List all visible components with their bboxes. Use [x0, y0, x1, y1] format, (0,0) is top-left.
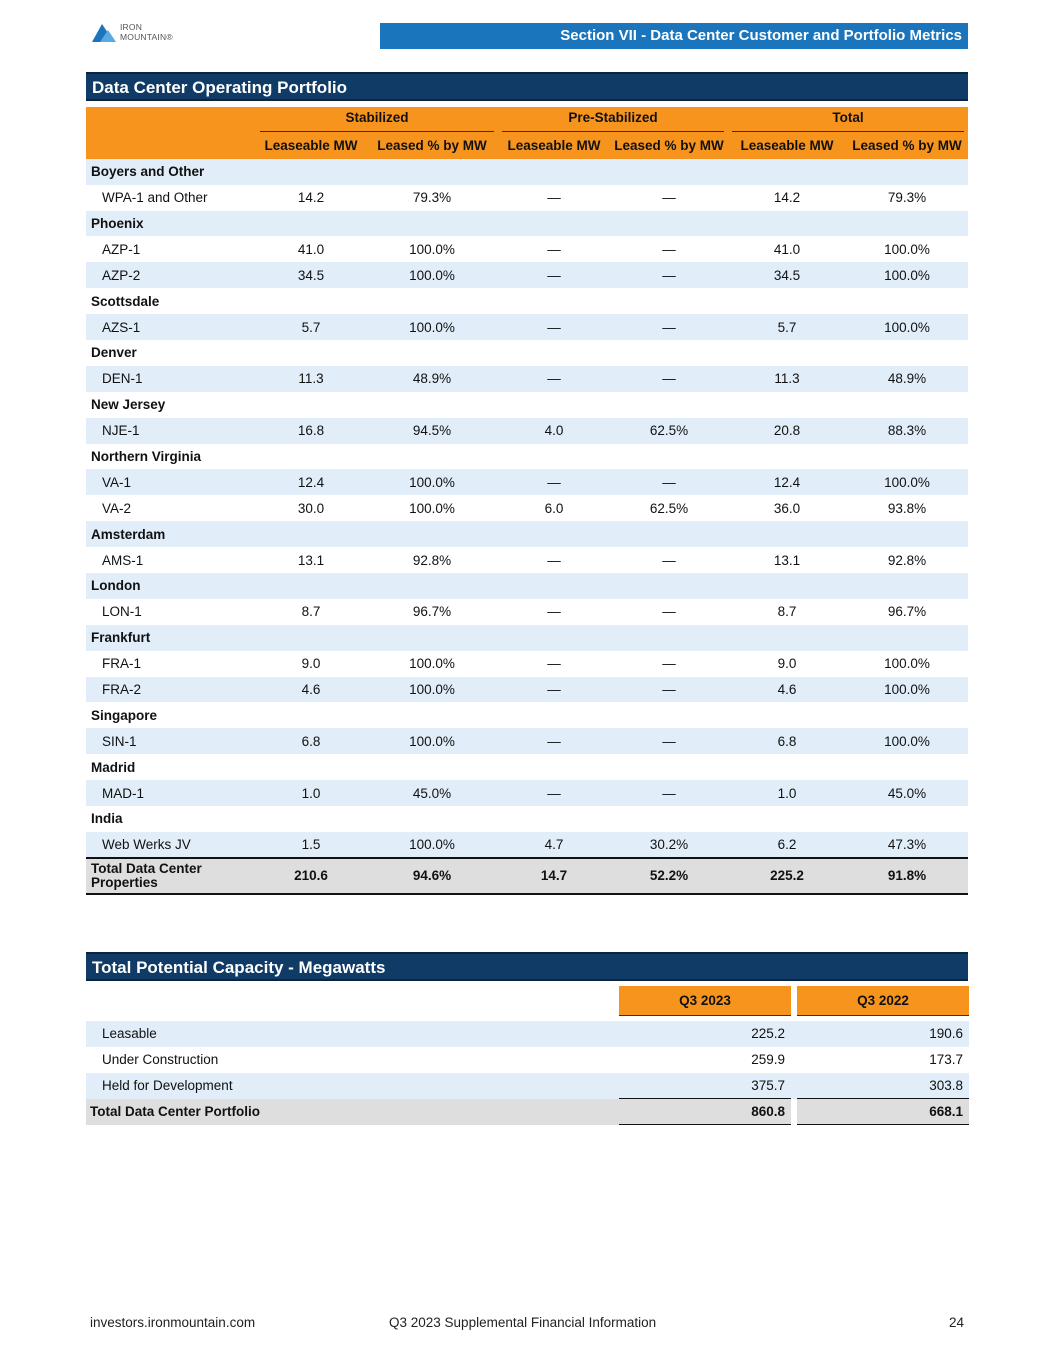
table-cell — [256, 573, 366, 599]
table-cell: — — [610, 262, 728, 288]
table-cell — [846, 288, 968, 314]
table-row — [86, 418, 968, 444]
total-cell: 52.2% — [610, 858, 728, 894]
table-cell — [846, 521, 968, 547]
table-cell: 100.0% — [846, 677, 968, 703]
table-cell — [498, 806, 610, 832]
capacity-cell: 375.7 — [619, 1073, 791, 1099]
table-cell — [498, 702, 610, 728]
capacity-total-cell: 860.8 — [619, 1099, 791, 1125]
table-cell: 1.5 — [256, 832, 366, 858]
table-cell: 88.3% — [846, 418, 968, 444]
table-cell — [498, 288, 610, 314]
table-cell: — — [547, 190, 561, 206]
table-cell: 79.3% — [887, 190, 927, 206]
table-cell: 11.3 — [256, 366, 366, 392]
column-header: Leased % by MW — [846, 133, 968, 159]
table-cell: — — [662, 552, 676, 568]
table-cell — [498, 159, 610, 185]
table-cell: 92.8% — [412, 552, 452, 568]
region-label: India — [91, 811, 123, 827]
table-cell: — — [610, 469, 728, 495]
logo-wordmark: IRON MOUNTAIN® — [120, 22, 173, 42]
table-cell — [728, 806, 846, 832]
table-cell: 45.0% — [366, 780, 498, 806]
total-label: Total Data Center Properties — [86, 858, 256, 894]
table-cell: — — [498, 314, 610, 340]
table-cell: 30.0 — [297, 500, 325, 516]
total-cell: 210.6 — [256, 858, 366, 894]
region-row — [86, 340, 968, 366]
table-cell: — — [498, 262, 610, 288]
table-cell — [366, 625, 498, 651]
region-label: Singapore — [91, 707, 158, 723]
table-cell: 92.8% — [887, 552, 927, 568]
table-cell — [846, 392, 968, 418]
table-cell: 4.0 — [498, 418, 610, 444]
table-cell: 36.0 — [773, 500, 801, 516]
table-cell: 4.7 — [498, 832, 610, 858]
region-row — [86, 444, 968, 470]
table-cell — [846, 573, 968, 599]
table-cell: 100.0% — [366, 262, 498, 288]
table-row — [86, 495, 968, 521]
table-cell: — — [610, 366, 728, 392]
table-cell: 48.9% — [846, 366, 968, 392]
region-label: Madrid — [91, 759, 136, 775]
table-cell: — — [610, 780, 728, 806]
table-cell: 100.0% — [366, 314, 498, 340]
table-cell: 100.0% — [846, 728, 968, 754]
table-cell — [256, 806, 366, 832]
table-cell: 100.0% — [366, 728, 498, 754]
capacity-row-label: Held for Development — [86, 1073, 619, 1099]
table-cell — [256, 211, 366, 237]
table-cell — [366, 521, 498, 547]
table-cell: 45.0% — [846, 780, 968, 806]
table-cell: 8.7 — [777, 604, 797, 620]
table-cell: 96.7% — [887, 604, 927, 620]
table-cell — [498, 340, 610, 366]
table-cell: — — [662, 656, 676, 672]
column-header: Leaseable MW — [728, 133, 846, 159]
table-row — [86, 651, 968, 677]
site-label: DEN-1 — [86, 366, 256, 392]
table-cell — [728, 444, 846, 470]
table-row — [86, 599, 968, 625]
table-cell — [366, 340, 498, 366]
site-label: LON-1 — [102, 604, 142, 620]
table-row — [86, 366, 968, 392]
region-label: Denver — [91, 345, 137, 361]
site-label: VA-2 — [102, 500, 132, 516]
operating-portfolio-title: Data Center Operating Portfolio — [86, 72, 968, 101]
table-row — [86, 314, 968, 340]
table-cell — [846, 444, 968, 470]
table-cell — [846, 211, 968, 237]
table-cell — [366, 702, 498, 728]
table-cell: 12.4 — [728, 469, 846, 495]
table-cell — [498, 211, 610, 237]
table-cell: 14.2 — [297, 190, 325, 206]
site-label: MAD-1 — [86, 780, 256, 806]
table-cell: 9.0 — [777, 656, 797, 672]
table-cell — [610, 521, 728, 547]
region-label: New Jersey — [91, 397, 166, 413]
table-cell: 1.0 — [256, 780, 366, 806]
table-cell — [256, 702, 366, 728]
table-cell — [728, 288, 846, 314]
table-row — [86, 185, 968, 211]
site-label: VA-1 — [86, 469, 256, 495]
table-cell — [610, 702, 728, 728]
region-label: Scottsdale — [91, 293, 160, 309]
total-cell: 91.8% — [846, 858, 968, 894]
table-cell: 62.5% — [649, 500, 689, 516]
capacity-title: Total Potential Capacity - Megawatts — [86, 952, 968, 981]
table-cell — [728, 702, 846, 728]
table-cell: 6.0 — [544, 500, 564, 516]
table-cell: 34.5 — [728, 262, 846, 288]
table-cell — [728, 211, 846, 237]
table-cell — [610, 159, 728, 185]
table-cell: 93.8% — [887, 500, 927, 516]
table-cell: — — [547, 552, 561, 568]
capacity-column-header: Q3 2023 — [619, 986, 791, 1015]
table-row — [86, 236, 968, 262]
capacity-cell: 173.7 — [929, 1052, 963, 1068]
table-row — [86, 728, 968, 754]
table-cell — [366, 211, 498, 237]
table-cell: 14.2 — [773, 190, 801, 206]
table-cell: 13.1 — [773, 552, 801, 568]
table-cell — [846, 754, 968, 780]
capacity-body — [86, 1021, 969, 1099]
table-cell: 100.0% — [846, 469, 968, 495]
region-row — [86, 211, 968, 237]
table-row — [86, 832, 968, 858]
table-cell: 47.3% — [846, 832, 968, 858]
table-cell: — — [498, 366, 610, 392]
table-cell: — — [547, 656, 561, 672]
table-cell — [256, 521, 366, 547]
table-cell: 6.2 — [728, 832, 846, 858]
table-cell — [610, 754, 728, 780]
table-cell — [366, 392, 498, 418]
site-label: FRA-2 — [86, 677, 256, 703]
table-cell: 9.0 — [301, 656, 321, 672]
capacity-cell: 303.8 — [797, 1073, 969, 1099]
capacity-row — [86, 1073, 969, 1099]
table-cell: 48.9% — [366, 366, 498, 392]
table-cell — [498, 392, 610, 418]
table-cell — [728, 340, 846, 366]
table-cell — [728, 521, 846, 547]
table-cell: 100.0% — [409, 500, 455, 516]
group-header: Pre-Stabilized — [498, 107, 728, 133]
table-cell: 62.5% — [610, 418, 728, 444]
footer-website: investors.ironmountain.com — [90, 1315, 256, 1330]
total-cell: 14.7 — [498, 858, 610, 894]
column-header: Leased % by MW — [366, 133, 498, 159]
region-row — [86, 625, 968, 651]
table-cell — [366, 159, 498, 185]
table-cell: 4.6 — [728, 677, 846, 703]
site-label: AZP-2 — [86, 262, 256, 288]
column-header: Leaseable MW — [256, 133, 366, 159]
section-title: Section VII - Data Center Customer and Portfolio Metrics — [380, 23, 968, 49]
table-cell — [366, 444, 498, 470]
group-header: Total — [728, 107, 968, 133]
table-cell: 34.5 — [256, 262, 366, 288]
capacity-total-label: Total Data Center Portfolio — [86, 1099, 619, 1125]
table-cell — [256, 392, 366, 418]
table-cell: — — [498, 677, 610, 703]
capacity-total-row — [86, 1099, 969, 1125]
table-row — [86, 262, 968, 288]
table-cell: — — [610, 677, 728, 703]
operating-portfolio-table — [86, 107, 968, 895]
table-cell: 20.8 — [728, 418, 846, 444]
table-cell: — — [547, 241, 561, 257]
site-label: AMS-1 — [102, 552, 144, 568]
table-cell — [610, 444, 728, 470]
table-cell: — — [662, 604, 676, 620]
table-cell: — — [498, 780, 610, 806]
total-cell: 94.6% — [366, 858, 498, 894]
table-cell — [728, 625, 846, 651]
region-row — [86, 392, 968, 418]
table-cell — [498, 754, 610, 780]
table-cell: 16.8 — [256, 418, 366, 444]
table-cell: 8.7 — [301, 604, 321, 620]
table-cell — [256, 625, 366, 651]
table-cell: — — [498, 728, 610, 754]
table-cell — [846, 159, 968, 185]
table-cell: 100.0% — [409, 656, 455, 672]
table-cell — [728, 573, 846, 599]
table-cell — [610, 211, 728, 237]
group-header: Stabilized — [256, 107, 498, 133]
capacity-cell: 190.6 — [797, 1021, 969, 1047]
table-cell: — — [547, 604, 561, 620]
table-cell: — — [662, 241, 676, 257]
region-label: Phoenix — [86, 211, 256, 237]
table-cell — [728, 159, 846, 185]
table-row — [86, 677, 968, 703]
table-cell: 100.0% — [846, 314, 968, 340]
table-row — [86, 780, 968, 806]
table-cell: 100.0% — [409, 241, 455, 257]
region-row — [86, 521, 968, 547]
region-row — [86, 806, 968, 832]
table-row — [86, 469, 968, 495]
table-cell — [256, 754, 366, 780]
table-cell: 100.0% — [366, 677, 498, 703]
region-row — [86, 159, 968, 185]
capacity-row-label: Under Construction — [102, 1052, 219, 1068]
region-label: Northern Virginia — [91, 449, 202, 465]
table-cell — [728, 392, 846, 418]
region-label: Frankfurt — [86, 625, 256, 651]
table-cell: 100.0% — [846, 262, 968, 288]
table-cell — [256, 340, 366, 366]
total-cell: 225.2 — [728, 858, 846, 894]
table-cell — [610, 392, 728, 418]
table-cell: — — [610, 728, 728, 754]
capacity-column-header: Q3 2022 — [797, 986, 969, 1015]
table-cell — [498, 521, 610, 547]
table-cell — [366, 806, 498, 832]
column-header: Leaseable MW — [498, 133, 610, 159]
site-label: AZP-1 — [102, 241, 141, 257]
table-cell — [366, 754, 498, 780]
region-row — [86, 702, 968, 728]
table-cell: 100.0% — [366, 469, 498, 495]
table-cell — [846, 702, 968, 728]
site-label: WPA-1 and Other — [102, 190, 208, 206]
table-cell: 94.5% — [366, 418, 498, 444]
table-cell: 6.8 — [256, 728, 366, 754]
table-cell — [498, 444, 610, 470]
table-cell: 4.6 — [256, 677, 366, 703]
table-cell — [498, 573, 610, 599]
table-cell — [366, 573, 498, 599]
capacity-row — [86, 1021, 969, 1047]
region-label: London — [86, 573, 256, 599]
region-row — [86, 288, 968, 314]
table-cell: 30.2% — [610, 832, 728, 858]
total-row — [86, 858, 968, 894]
table-cell — [610, 625, 728, 651]
table-cell — [846, 340, 968, 366]
table-cell — [256, 159, 366, 185]
region-row — [86, 573, 968, 599]
table-cell: 12.4 — [256, 469, 366, 495]
capacity-total-cell: 668.1 — [797, 1099, 969, 1125]
table-cell — [610, 806, 728, 832]
table-cell: 5.7 — [256, 314, 366, 340]
table-cell: 6.8 — [728, 728, 846, 754]
capacity-cell: 259.9 — [751, 1052, 785, 1068]
capacity-row-label: Leasable — [86, 1021, 619, 1047]
table-cell: 5.7 — [728, 314, 846, 340]
site-label: SIN-1 — [86, 728, 256, 754]
table-cell — [728, 754, 846, 780]
table-row — [86, 547, 968, 573]
site-label: FRA-1 — [102, 656, 142, 672]
table-cell — [498, 625, 610, 651]
table-cell — [610, 288, 728, 314]
site-label: Web Werks JV — [86, 832, 256, 858]
table-cell: 41.0 — [297, 241, 325, 257]
table-cell: 100.0% — [884, 656, 930, 672]
footer-page-number: 24 — [949, 1315, 965, 1330]
footer-report-title: Q3 2023 Supplemental Financial Information — [389, 1315, 657, 1330]
site-label: NJE-1 — [86, 418, 256, 444]
table-cell: 100.0% — [366, 832, 498, 858]
capacity-table — [86, 986, 969, 1125]
table-cell — [366, 288, 498, 314]
capacity-row — [86, 1047, 969, 1073]
capacity-cell: 225.2 — [619, 1021, 791, 1047]
table-cell: — — [610, 314, 728, 340]
operating-portfolio-body — [86, 159, 968, 858]
table-cell: — — [498, 469, 610, 495]
table-cell — [610, 573, 728, 599]
table-cell — [846, 625, 968, 651]
table-cell — [610, 340, 728, 366]
table-cell: 79.3% — [412, 190, 452, 206]
region-label: Amsterdam — [86, 521, 256, 547]
table-cell: 41.0 — [773, 241, 801, 257]
table-cell — [846, 806, 968, 832]
column-header: Leased % by MW — [610, 133, 728, 159]
table-cell: — — [662, 190, 676, 206]
table-cell — [256, 288, 366, 314]
table-cell: 1.0 — [728, 780, 846, 806]
table-cell — [256, 444, 366, 470]
table-cell: 13.1 — [297, 552, 325, 568]
region-row — [86, 754, 968, 780]
table-cell: 11.3 — [728, 366, 846, 392]
site-label: AZS-1 — [86, 314, 256, 340]
table-cell: 100.0% — [884, 241, 930, 257]
region-label: Boyers and Other — [86, 159, 256, 185]
table-cell: 96.7% — [412, 604, 452, 620]
